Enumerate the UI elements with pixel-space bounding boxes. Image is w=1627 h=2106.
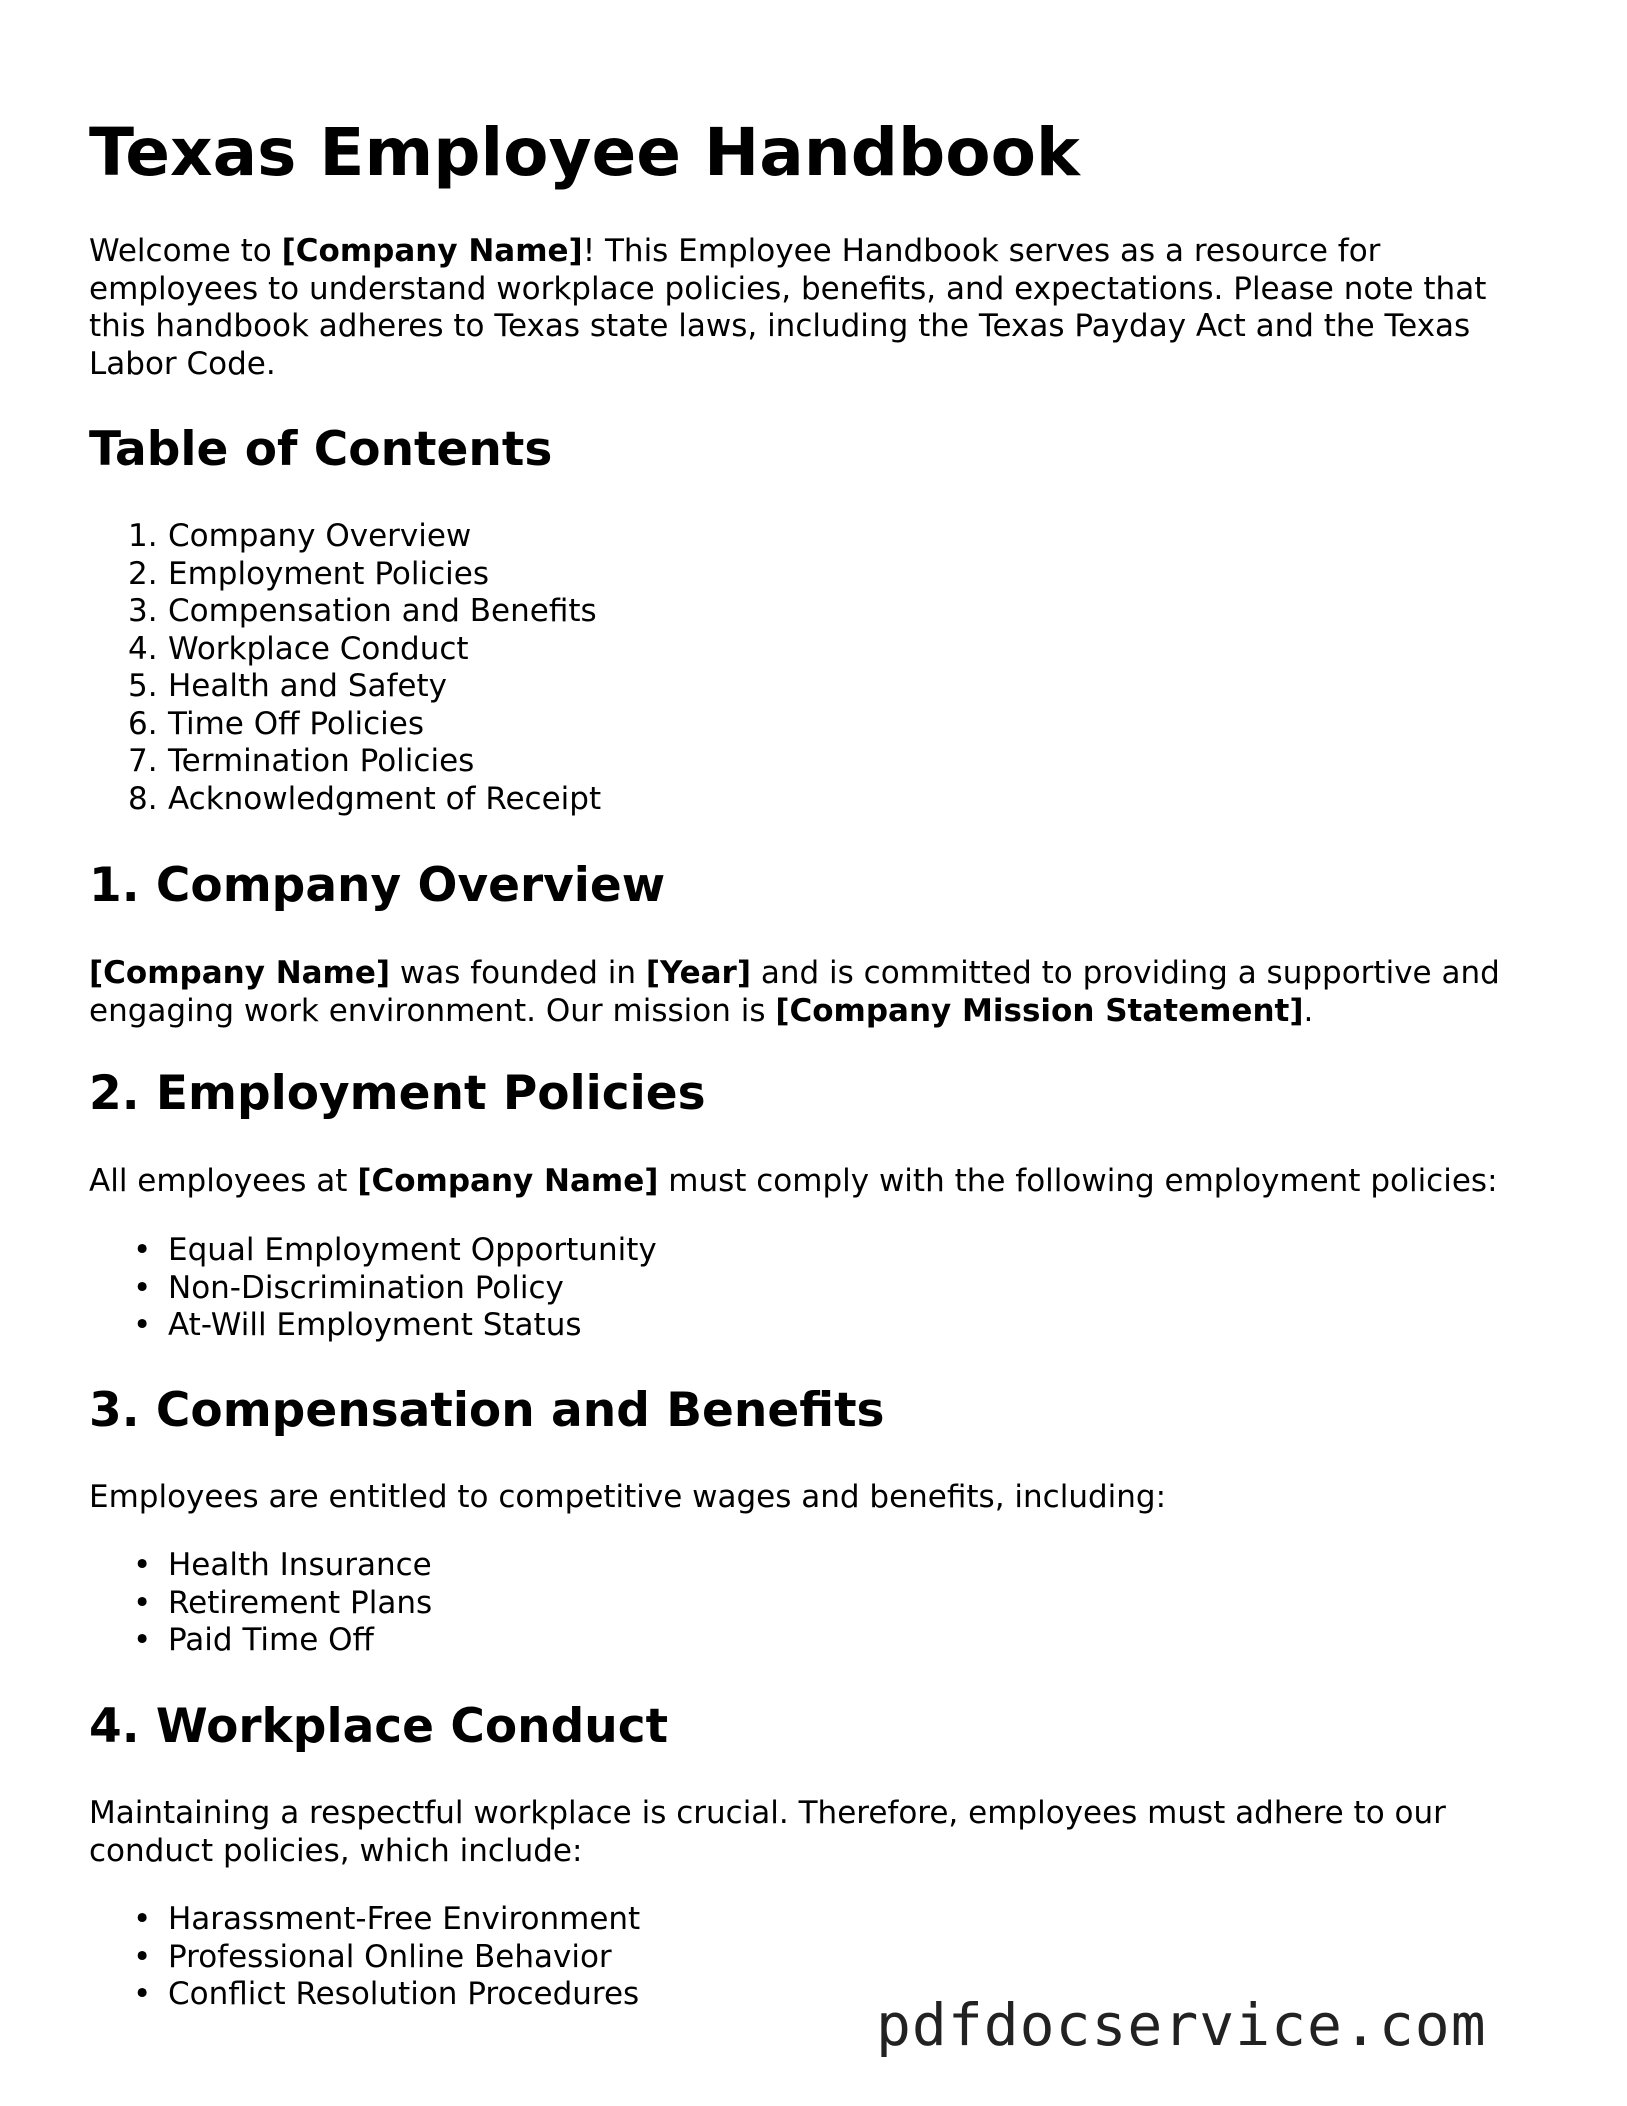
intro-paragraph [89,233,1549,383]
list-item-label: Health Insurance [168,1547,432,1583]
section-heading-company-overview: 1. Company Overview [89,858,666,913]
company-name-placeholder: [Company Name] [89,955,391,991]
year-placeholder: [Year] [645,955,752,991]
mission-placeholder: [Company Mission Statement] [775,992,1304,1029]
toc-number: 8. [128,780,158,817]
toc-number: 5. [128,668,158,704]
list-item-label: Conflict Resolution Procedures [168,1976,640,2012]
toc-label: Workplace Conduct [168,630,469,667]
toc-number: 4. [128,630,158,667]
list-item-label: Paid Time Off [168,1622,374,1658]
bullet-icon: • [133,1901,152,1937]
toc-list [89,518,601,818]
toc-item [89,556,601,594]
watermark-text: pdfdocservice.com [876,1991,1487,2059]
employment-policies-paragraph [89,1163,1549,1201]
compensation-paragraph: Employees are entitled to competitive wages and benefits, including: [89,1479,1167,1515]
compensation-list [89,1547,432,1660]
list-item [89,1547,432,1585]
overview-text: was founded in [390,955,646,991]
toc-label: Compensation and Benefits [168,593,597,629]
overview-text: . [1303,992,1314,1029]
bullet-icon: • [133,1976,152,2012]
section-heading-compensation-benefits: 3. Compensation and Benefits [89,1383,885,1438]
toc-item [89,706,601,744]
employment-text: All employees at [89,1163,358,1199]
toc-number: 3. [128,593,158,629]
list-item [89,1232,657,1270]
employment-policies-list [89,1232,657,1345]
list-item [89,1622,432,1660]
company-name-placeholder: [Company Name] [357,1163,659,1199]
toc-item [89,631,601,669]
bullet-icon: • [133,1269,152,1306]
toc-label: Company Overview [168,518,472,554]
list-item [89,1270,657,1308]
intro-text-end: ! This Employee Handbook serves as a resource for employees to understand workplace policies, benefits, and expectations. Please note that this handbook adheres to Texas state laws, including the Texas Payday Act and the Texas Labor Code. [89,233,1487,382]
bullet-icon: • [133,1938,152,1975]
toc-label: Health and Safety [168,668,447,704]
list-item [89,1307,657,1345]
workplace-conduct-list [89,1901,640,2014]
toc-number: 1. [128,518,158,554]
list-item [89,1585,432,1623]
toc-number: 2. [128,555,158,592]
bullet-icon: • [133,1307,152,1343]
toc-item [89,518,601,556]
toc-item [89,668,601,706]
bullet-icon: • [133,1584,152,1621]
list-item-label: Retirement Plans [168,1584,433,1621]
list-item [89,1976,640,2014]
overview-text: and is committed to providing a supportive and engaging work environment. Our mission is [89,955,1500,1029]
section-heading-employment-policies: 2. Employment Policies [89,1066,706,1121]
section-heading-workplace-conduct: 4. Workplace Conduct [89,1699,669,1754]
toc-heading: Table of Contents [89,422,553,477]
list-item-label: At-Will Employment Status [168,1307,582,1343]
list-item-label: Professional Online Behavior [168,1938,612,1975]
list-item [89,1939,640,1977]
workplace-conduct-paragraph: Maintaining a respectful workplace is crucial. Therefore, employees must adhere to our conduct policies, which include: [89,1795,1446,1869]
toc-label: Acknowledgment of Receipt [168,780,602,817]
intro-text-start: Welcome to [89,233,282,269]
list-item [89,1901,640,1939]
toc-label: Termination Policies [168,743,475,779]
page-title: Texas Employee Handbook [89,114,1080,191]
list-item-label: Non-Discrimination Policy [168,1269,564,1306]
toc-number: 7. [128,743,158,779]
company-name-placeholder: [Company Name] [281,233,583,269]
toc-item [89,781,601,819]
list-item-label: Equal Employment Opportunity [168,1232,657,1268]
employment-text: must comply with the following employment policies: [658,1163,1498,1199]
toc-number: 6. [128,705,158,742]
list-item-label: Harassment-Free Environment [168,1901,641,1937]
bullet-icon: • [133,1232,152,1268]
company-overview-paragraph [89,955,1549,1030]
toc-label: Employment Policies [168,555,489,592]
bullet-icon: • [133,1547,152,1583]
toc-item [89,743,601,781]
bullet-icon: • [133,1622,152,1658]
toc-item [89,593,601,631]
toc-label: Time Off Policies [168,705,424,742]
